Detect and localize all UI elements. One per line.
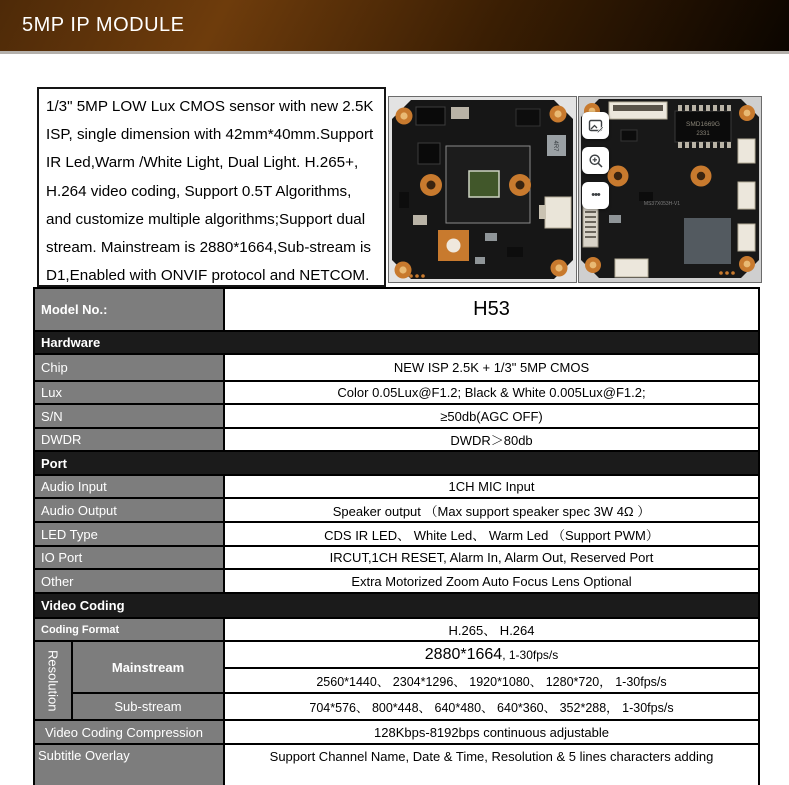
stream-labels [73, 642, 225, 719]
model-label: Model No.: [35, 289, 225, 330]
section-hardware: Hardware [35, 332, 758, 355]
chip-label: Chip [35, 355, 225, 380]
table-row-model [35, 289, 758, 332]
table-row-subtitle-overlay [35, 745, 758, 785]
section-port: Port [35, 452, 758, 476]
table-row-audio-input [35, 476, 758, 499]
lux-value: Color 0.05Lux@F1.2; Black & White 0.005Lux@F1.2; [225, 382, 758, 403]
other-value: Extra Motorized Zoom Auto Focus Lens Optional [225, 570, 758, 592]
sn-value: ≥50db(AGC OFF) [225, 405, 758, 427]
coding-format-label: Coding Format [35, 619, 225, 640]
back-connector-r2 [738, 182, 755, 209]
other-label: Other [35, 570, 225, 592]
sn-label: S/N [35, 405, 225, 427]
mainstream-primary-fps: , 1-30fps/s [502, 647, 559, 662]
section-video-coding: Video Coding [35, 594, 758, 619]
table-row-led-type [35, 523, 758, 547]
more-options-button[interactable] [582, 182, 609, 209]
zoom-in-button[interactable] [582, 147, 609, 174]
dwdr-value: DWDR＞80db [225, 429, 758, 450]
lux-label: Lux [35, 382, 225, 403]
table-row-other [35, 570, 758, 594]
mainstream-primary-value [225, 642, 758, 669]
resolution-label: Resolution [35, 642, 73, 719]
compression-label: Video Coding Compression [35, 721, 225, 743]
silkscreen-text: MS37X053H-V1 [643, 201, 681, 207]
table-row-audio-output [35, 499, 758, 523]
audio-output-value: Speaker output （Max support speaker spec 3W 4Ω ） [225, 499, 758, 521]
spec-table [33, 287, 760, 785]
audio-input-value: 1CH MIC Input [225, 476, 758, 497]
resolution-values [225, 642, 758, 719]
dwdr-label: DWDR [35, 429, 225, 450]
pcb-front-illustration [389, 97, 576, 282]
back-connector-r1 [738, 139, 755, 163]
table-row-sn [35, 405, 758, 429]
led-type-value: CDS IR LED、 White Led、 Warm Led （Support PWM） [225, 523, 758, 545]
mainstream-primary-resolution: 2880*1664 [424, 645, 503, 663]
back-connector-r3 [738, 224, 755, 251]
audio-output-label: Audio Output [35, 499, 225, 521]
image-edit-icon [588, 118, 604, 134]
mainstream-secondary-value: 2560*1440、 2304*1296、 1920*1080、 1280*720， 1-30fps/s [225, 669, 758, 694]
coding-format-value: H.265、 H.264 [225, 619, 758, 640]
substream-value: 704*576、 800*448、 640*480、 640*360、 352*288， 1-30fps/s [309, 700, 674, 715]
audio-input-label: Audio Input [35, 476, 225, 497]
image-edit-button[interactable] [582, 112, 609, 139]
substream-label: Sub-stream [73, 694, 223, 719]
table-row-dwdr [35, 429, 758, 452]
cmos-sensor [469, 171, 499, 197]
table-row-compression [35, 721, 758, 745]
io-port-value: IRCUT,1CH RESET, Alarm In, Alarm Out, Reserved Port [225, 547, 758, 568]
svg-text:SMD1669G: SMD1669G [686, 121, 720, 128]
zoom-in-icon [588, 153, 604, 169]
front-connector [545, 197, 571, 228]
chip-value: NEW ISP 2.5K + 1/3" 5MP CMOS [225, 355, 758, 380]
svg-text:4R7: 4R7 [552, 140, 558, 152]
lan-transformer [675, 105, 731, 148]
table-row-chip [35, 355, 758, 382]
model-value: H53 [225, 289, 758, 330]
subtitle-overlay-value: Support Channel Name, Date & Time, Resolution & 5 lines characters adding [225, 745, 758, 785]
io-port-label: IO Port [35, 547, 225, 568]
resolution-block [35, 642, 758, 721]
mainstream-label: Mainstream [73, 642, 223, 694]
table-row-io-port [35, 547, 758, 570]
led-type-label: LED Type [35, 523, 225, 545]
table-row-lux [35, 382, 758, 405]
page-title: 5MP IP MODULE [22, 14, 185, 36]
table-row-coding-format [35, 619, 758, 642]
more-options-icon: ••• [591, 189, 600, 201]
pcb-front-photo[interactable] [388, 96, 577, 283]
soc-heatsink [684, 218, 731, 264]
subtitle-overlay-label: Subtitle Overlay [35, 745, 225, 785]
product-description: 1/3" 5MP LOW Lux CMOS sensor with new 2.5K ISP, single dimension with 42mm*40mm.Support IR Led,Warm /White Light, Dual Light. H.265+, H.264 video coding, Support 0.5T Algorithms, and customize multiple algorithms;Support dual stream. Mainstream is 2880*1664,Sub-stream is D1,Enabled with ONVIF protocol and NETCOM. [37, 87, 386, 287]
title-bar [0, 0, 789, 54]
back-connector-bottom [615, 259, 648, 277]
compression-value: 128Kbps-8192bps continuous adjustable [225, 721, 758, 743]
svg-text:2331: 2331 [696, 131, 710, 137]
